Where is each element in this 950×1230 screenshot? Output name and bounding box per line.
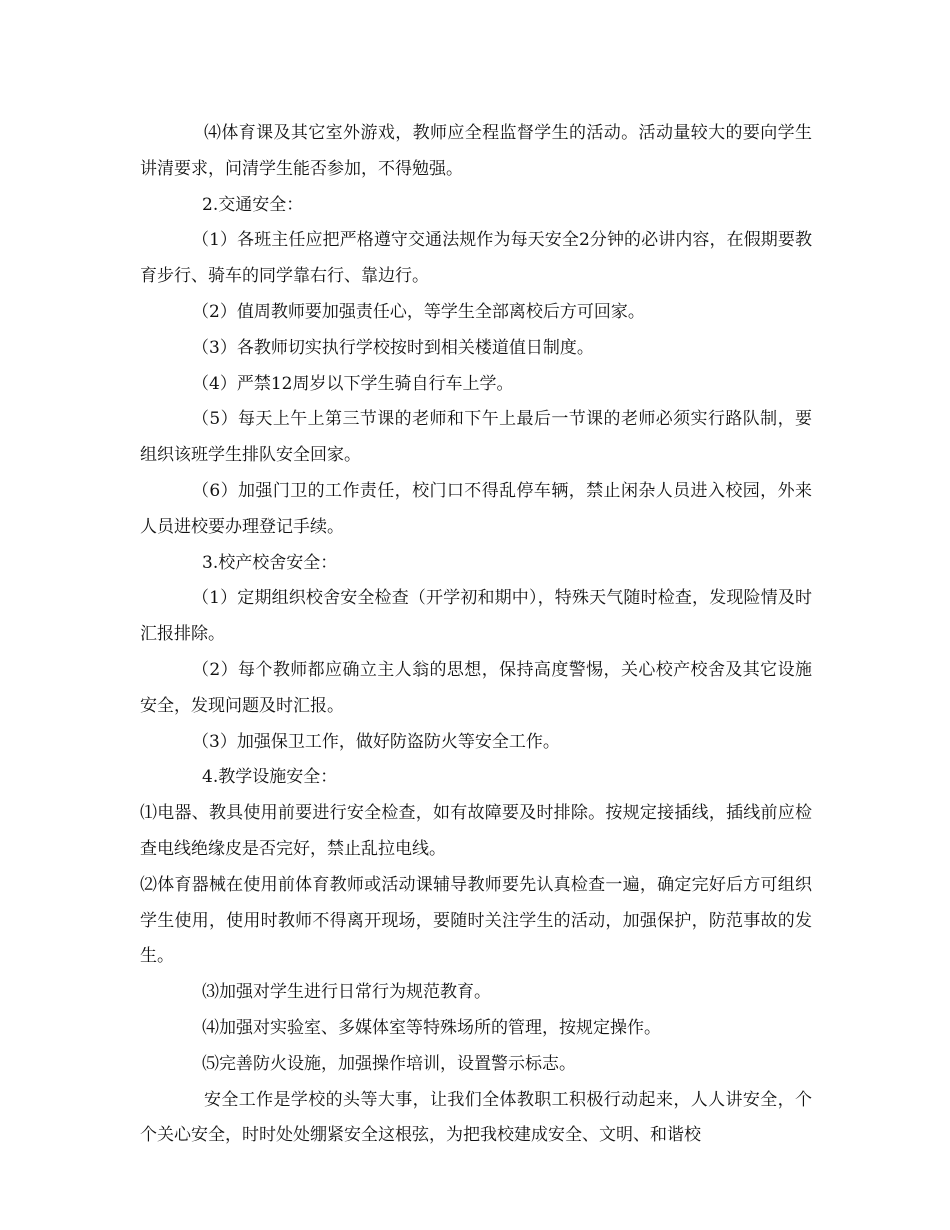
paragraph-traffic-item-6: （6）加强门卫的工作责任，校门口不得乱停车辆，禁止闲杂人员进入校园，外来人员进校要办理登记手续。 — [140, 480, 812, 537]
paragraph-traffic-item-1: （1）各班主任应把严格遵守交通法规作为每天安全2分钟的必讲内容，在假期要教育步行、骑车的同学靠右行、靠边行。 — [140, 230, 812, 287]
paragraph-traffic-item-2: （2）值周教师要加强责任心，等学生全部离校后方可回家。 — [192, 301, 645, 322]
paragraph-traffic-item-5: （5）每天上午上第三节课的老师和下午上最后一节课的老师必须实行路队制，要组织该班学生排队安全回家。 — [140, 409, 812, 466]
paragraph-facilities-item-4: ⑷加强对实验室、多媒体室等特殊场所的管理，按规定操作。 — [202, 1017, 661, 1038]
paragraph-traffic-item-3: （3）各教师切实执行学校按时到相关楼道值日制度。 — [192, 337, 594, 358]
section-heading-campus-property-safety: 3.校产校舍安全： — [202, 552, 338, 573]
paragraph-pe-supervision: ⑷体育课及其它室外游戏，教师应全程监督学生的活动。活动量较大的要向学生讲清要求，问清学生能否参加，不得勉强。 — [140, 123, 812, 179]
paragraph-facilities-item-2: ⑵体育器械在使用前体育教师或活动课辅导教师要先认真检查一遍，确定完好后方可组织学生使用，使用时教师不得离开现场，要随时关注学生的活动，加强保护，防范事故的发生。 — [140, 874, 812, 967]
section-heading-teaching-facilities-safety: 4.教学设施安全： — [202, 767, 338, 788]
document-body — [140, 116, 812, 1154]
paragraph-property-item-2: （2）每个教师都应确立主人翁的思想，保持高度警惕，关心校产校舍及其它设施安全，发现问题及时汇报。 — [140, 659, 812, 716]
paragraph-traffic-item-4: （4）严禁12周岁以下学生骑自行车上学。 — [192, 373, 514, 394]
section-heading-traffic-safety: 2.交通安全： — [202, 194, 304, 215]
paragraph-facilities-item-3: ⑶加强对学生进行日常行为规范教育。 — [202, 982, 491, 1003]
paragraph-property-item-1: （1）定期组织校舍安全检查（开学初和期中），特殊天气随时检查，发现险情及时汇报排除。 — [140, 588, 812, 645]
paragraph-property-item-3: （3）加强保卫工作，做好防盗防火等安全工作。 — [192, 731, 560, 752]
paragraph-facilities-item-1: ⑴电器、教具使用前要进行安全检查，如有故障要及时排除。按规定接插线，插线前应检查电线绝缘皮是否完好，禁止乱拉电线。 — [140, 803, 812, 859]
paragraph-closing-statement: 安全工作是学校的头等大事，让我们全体教职工积极行动起来，人人讲安全，个个关心安全，时时处处绷紧安全这根弦，为把我校建成安全、文明、和谐校 — [140, 1089, 812, 1146]
paragraph-facilities-item-5: ⑸完善防火设施，加强操作培训，设置警示标志。 — [202, 1053, 576, 1074]
